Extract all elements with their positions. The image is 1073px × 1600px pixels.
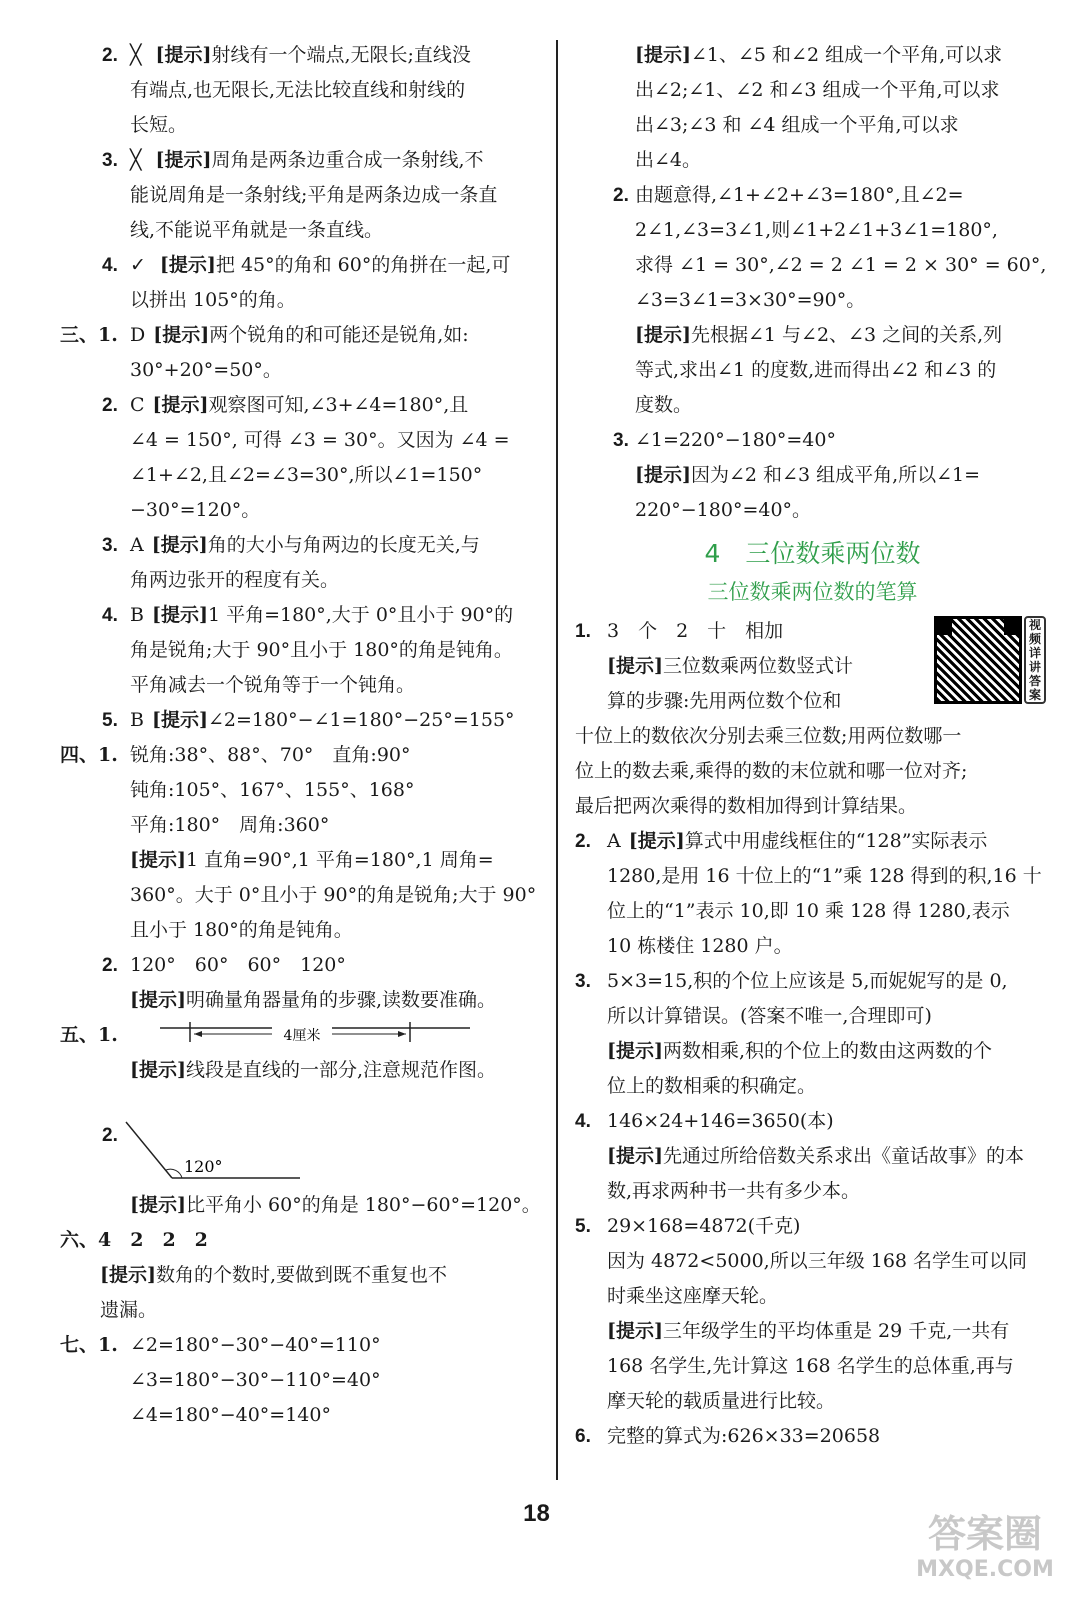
cross-mark: ╳ bbox=[130, 44, 142, 66]
hint-label: [提示] bbox=[607, 1145, 663, 1167]
hint-label: [提示] bbox=[151, 604, 208, 626]
answer-item: 6. 完整的算式为:626×33=20658 bbox=[575, 1425, 881, 1447]
answer-item: 3. A [提示]角的大小与角两边的长度无关,与 角两边张开的程度有关。 bbox=[102, 534, 480, 591]
hint-label: [提示] bbox=[152, 394, 209, 416]
angle-label: 120° bbox=[184, 1157, 223, 1176]
segment-length-label: 4厘米 bbox=[283, 1028, 321, 1044]
hint-label: [提示] bbox=[159, 254, 216, 276]
answer-item: 2. ╳ [提示]射线有一个端点,无限长;直线没 有端点,也无限长,无法比较直线和射线的 长短。 bbox=[102, 44, 471, 136]
answer-item: 4. B [提示]1 平角=180°,大于 0°且小于 90°的 角是锐角;大于 90°且小于 180°的角是钝角。 平角减去一个锐角等于一个钝角。 bbox=[102, 604, 514, 696]
answer-item: 2. 120° [提示]比平角小 60°的角是 180°−60°=120°。 bbox=[60, 1118, 545, 1223]
answer-item: 2. 120° 60° 60° 120° [提示]明确量角器量角的步骤,读数要准确。 bbox=[102, 954, 497, 1011]
section-5-item-1: 五、1. 4厘米 [提示]线段是直线的一部分,注意规范作图。 bbox=[60, 1018, 545, 1088]
hint-label: [提示] bbox=[130, 1194, 186, 1216]
section-6-item: 六、4 2 2 2 [提示]数角的个数时,要做到既不重复也不 遗漏。 bbox=[60, 1229, 448, 1321]
hint-label: [提示] bbox=[607, 1320, 663, 1342]
watermark-logo: 答案圈 MXQE.COM bbox=[916, 1512, 1054, 1582]
hint-label: [提示] bbox=[635, 44, 691, 66]
angle-figure bbox=[120, 1118, 320, 1188]
qr-code[interactable] bbox=[934, 616, 1022, 704]
hint-continuation: [提示]∠1、∠5 和∠2 组成一个平角,可以求 出∠2;∠1、∠2 和∠3 组成一个平角,可以求 出∠3;∠3 和 ∠4 组成一个平角,可以求 出∠4。 bbox=[635, 44, 1003, 171]
answer-item: 2. 由题意得,∠1+∠2+∠3=180°,且∠2= 2∠1,∠3=3∠1,则∠1+2∠1+3∠1=180°, 求得 ∠1 = 30°,∠2 = 2 ∠1 = 2 × 30° = 60°, ∠3=3∠1=3×30°=90°。 [提示]先根据∠1 与∠2、∠3 之间的关系,列 等式,求出∠1 的度数,进而得出∠2 和∠3 的 度数。 bbox=[613, 184, 1047, 416]
answer-item: 3. 5×3=15,积的个位上应该是 5,而妮妮写的是 0, 所以计算错误。(答案不唯一,合理即可) [提示]两数相乘,积的个位上的数由这两数的个 位上的数相乘的积确定。 bbox=[575, 970, 1008, 1097]
answer-item: 5. B [提示]∠2=180°−∠1=180°−25°=155° bbox=[102, 709, 515, 731]
section-title: 三位数乘两位数的笔算 bbox=[707, 580, 918, 604]
column-divider bbox=[556, 40, 558, 1480]
hint-label: [提示] bbox=[635, 324, 691, 346]
qr-video-label: 视频详讲答案 bbox=[1024, 616, 1046, 704]
hint-label: [提示] bbox=[130, 1059, 186, 1081]
line-segment-figure bbox=[160, 1020, 480, 1050]
chapter-title: 4 三位数乘两位数 bbox=[704, 539, 921, 568]
answer-item: 4. ✓ [提示]把 45°的角和 60°的角拼在一起,可 以拼出 105°的角。 bbox=[102, 254, 511, 311]
section-7-item-1: 七、1. ∠2=180°−30°−40°=110° ∠3=180°−30°−110°=40° ∠4=180°−40°=140° bbox=[60, 1334, 381, 1426]
hint-label: [提示] bbox=[607, 655, 663, 677]
hint-label: [提示] bbox=[155, 149, 212, 171]
hint-label: [提示] bbox=[130, 849, 186, 871]
hint-label: [提示] bbox=[153, 324, 210, 346]
hint-label: [提示] bbox=[151, 534, 208, 556]
left-column bbox=[60, 38, 545, 1433]
check-mark: ✓ bbox=[130, 254, 146, 276]
answer-item: 5. 29×168=4872(千克) 因为 4872<5000,所以三年级 168 名学生可以同 时乘坐这座摩天轮。 [提示]三年级学生的平均体重是 29 千克,一共有 168 名学生,先计算这 168 名学生的总体重,再与 摩天轮的载质量进行比较。 bbox=[575, 1215, 1028, 1412]
answer-item: 2. A [提示]算式中用虚线框住的“128”实际表示 1280,是用 16 十位上的“1”乘 128 得到的积,16 十 位上的“1”表示 10,即 10 乘 128 得 1280,表示 10 栋楼住 1280 户。 bbox=[575, 830, 1042, 957]
section-4-item-1: 四、1. 锐角:38°、88°、70° 直角:90° 钝角:105°、167°、155°、168° 平角:180° 周角:360° [提示]1 直角=90°,1 平角=180°,1 周角= 360°。大于 0°且小于 90°的角是锐角;大于 90° 且小于 180°的角是钝角。 bbox=[60, 744, 537, 941]
cross-mark: ╳ bbox=[130, 149, 142, 171]
answer-item: 2. C [提示]观察图可知,∠3+∠4=180°,且 ∠4 = 150°, 可得 ∠3 = 30°。又因为 ∠4 = ∠1+∠2,且∠2=∠3=30°,所以∠1=150° −30°=120°。 bbox=[102, 394, 510, 521]
answer-item: 视频详讲答案 1. 3 个 2 十 相加 [提示]三位数乘两位数竖式计 算的步骤:先用两位数个位和 十位上的数依次分别去乘三位数;用两位数哪一 位上的数去乘,乘得的数的末位就和哪一位对齐; 最后把两次乘得的数相加得到计算结果。 bbox=[575, 614, 1050, 824]
hint-label: [提示] bbox=[155, 44, 212, 66]
hint-label: [提示] bbox=[130, 989, 186, 1011]
hint-label: [提示] bbox=[628, 830, 685, 852]
section-3-item-1: 三、1. D [提示]两个锐角的和可能还是锐角,如: 30°+20°=50°。 bbox=[60, 324, 469, 381]
hint-label: [提示] bbox=[151, 709, 208, 731]
hint-label: [提示] bbox=[635, 464, 691, 486]
right-column bbox=[575, 38, 1050, 1454]
page-number: 18 bbox=[523, 1500, 550, 1527]
answer-item: 4. 146×24+146=3650(本) [提示]先通过所给倍数关系求出《童话故事》的本 数,再求两种书一共有多少本。 bbox=[575, 1110, 1024, 1202]
answer-item: 3. ∠1=220°−180°=40° [提示]因为∠2 和∠3 组成平角,所以∠1= 220°−180°=40°。 bbox=[613, 429, 981, 521]
answer-item: 3. ╳ [提示]周角是两条边重合成一条射线,不 能说周角是一条射线;平角是两条边成一条直 线,不能说平角就是一条直线。 bbox=[102, 149, 498, 241]
hint-label: [提示] bbox=[607, 1040, 663, 1062]
hint-label: [提示] bbox=[100, 1264, 156, 1286]
